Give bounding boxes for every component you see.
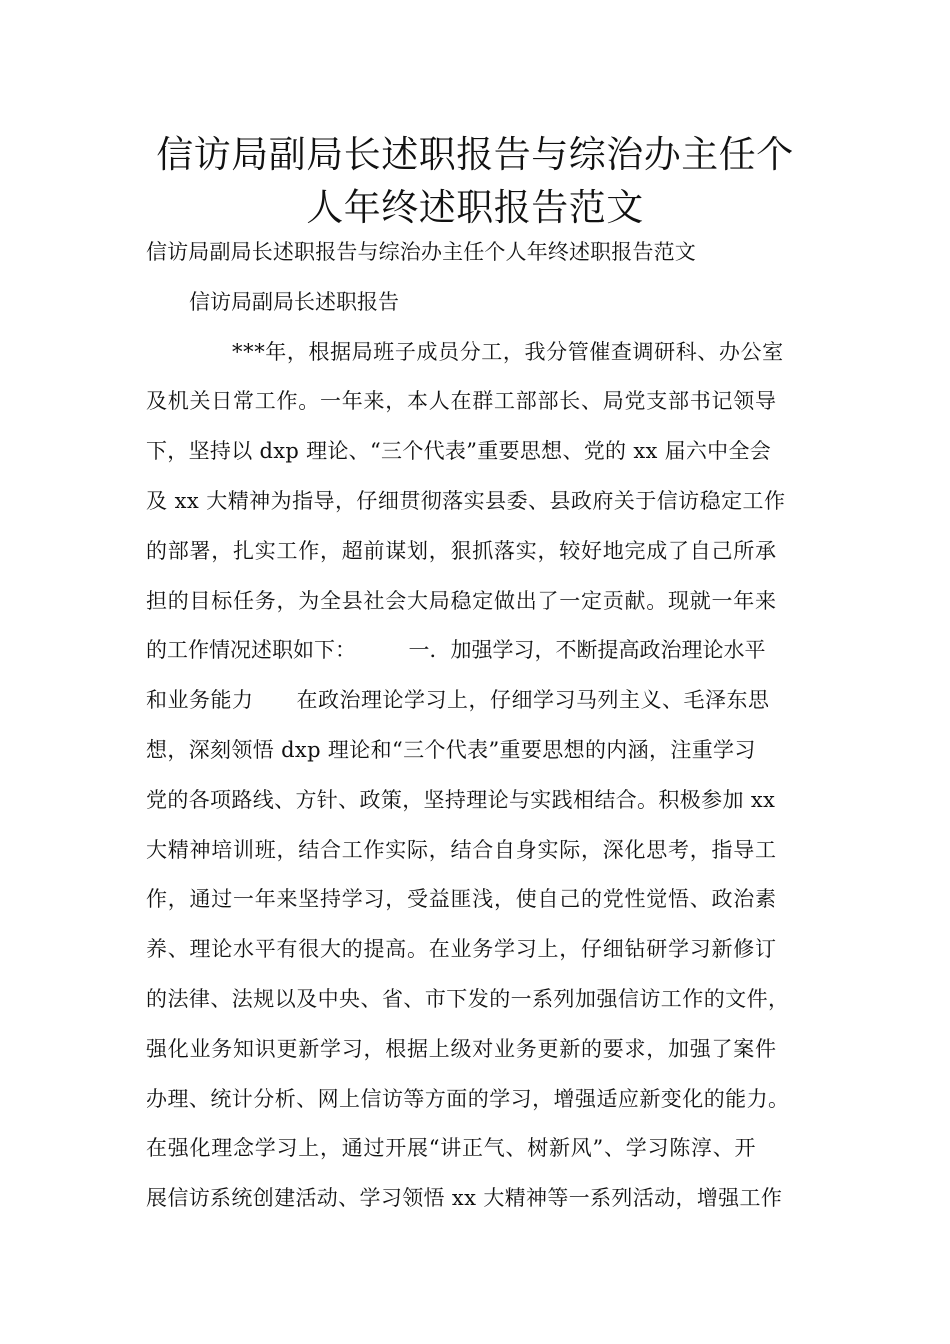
body-line: 的法律、法规以及中央、省、市下发的一系列加强信访工作的文件， — [146, 987, 790, 1011]
body-line: ***年，根据局班子成员分工，我分管催查调研科、办公室 — [232, 340, 784, 364]
document-title-line-2: 人年终述职报告范文 — [306, 186, 644, 229]
body-line: 强化业务知识更新学习，根据上级对业务更新的要求，加强了案件 — [146, 1037, 777, 1061]
body-line: 养、理论水平有很大的提高。在业务学习上，仔细钻研学习新修订 — [146, 937, 777, 961]
body-line: 作，通过一年来坚持学习，受益匪浅，使自己的党性觉悟、政治素 — [146, 887, 777, 911]
body-line: 党的各项路线、方针、政策，坚持理论与实践相结合。积极参加 xx — [146, 788, 776, 812]
body-line: 想，深刻领悟 dxp 理论和“三个代表”重要思想的内涵，注重学习 — [146, 738, 756, 762]
document-subtitle: 信访局副局长述职报告与综治办主任个人年终述职报告范文 — [146, 240, 696, 264]
body-line: 的部署，扎实工作，超前谋划，狠抓落实，较好地完成了自己所承 — [146, 539, 777, 563]
body-line: 大精神培训班，结合工作实际，结合自身实际，深化思考，指导工 — [146, 838, 777, 862]
document-title-line-1: 信访局副局长述职报告与综治办主任个 — [156, 133, 794, 176]
body-line: 及机关日常工作。一年来，本人在群工部部长、局党支部书记领导 — [146, 389, 777, 413]
body-line: 在强化理念学习上，通过开展“讲正气、树新风”、学习陈淳、开 — [146, 1136, 757, 1160]
body-line: 的工作情况述职如下： 一．加强学习，不断提高政治理论水平 — [146, 638, 766, 662]
body-line: 及 xx 大精神为指导，仔细贯彻落实县委、县政府关于信访稳定工作 — [146, 489, 786, 513]
body-line: 和业务能力 在政治理论学习上，仔细学习马列主义、毛泽东思 — [146, 688, 770, 712]
body-line: 办理、统计分析、网上信访等方面的学习，增强适应新变化的能力。 — [146, 1087, 790, 1111]
body-line: 担的目标任务，为全县社会大局稳定做出了一定贡献。现就一年来 — [146, 589, 777, 613]
section-heading: 信访局副局长述职报告 — [189, 290, 399, 314]
body-line: 下，坚持以 dxp 理论、“三个代表”重要思想、党的 xx 届六中全会 — [146, 439, 772, 463]
body-line: 展信访系统创建活动、学习领悟 xx 大精神等一系列活动，增强工作 — [146, 1186, 783, 1210]
